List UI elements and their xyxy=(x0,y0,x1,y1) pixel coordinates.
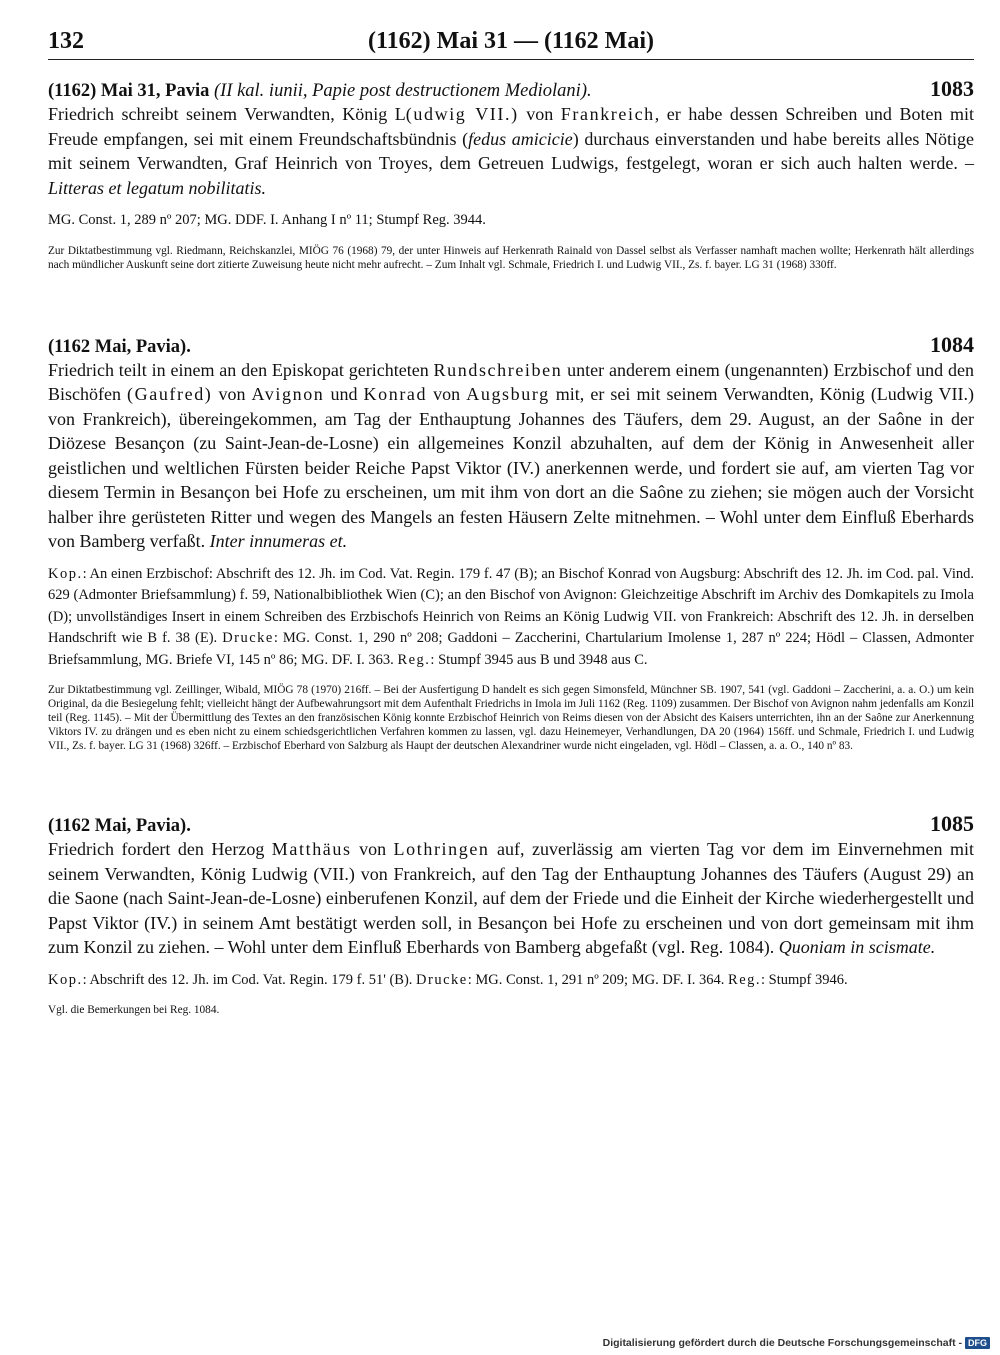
entry-heading xyxy=(48,76,974,102)
running-title: (1162) Mai 31 — (1162 Mai) xyxy=(368,28,654,54)
running-head xyxy=(48,28,974,60)
digitization-credit xyxy=(603,1337,990,1349)
entry-heading xyxy=(48,332,974,358)
entry-number: 1084 xyxy=(930,331,974,357)
regest-text: Friedrich fordert den Herzog Matthäus von Lothringen auf, zuverlässig am vierten Tag vor dem im Einvernehmen mit seinem Verwandten, König Ludwig (VII.) von Frankreich, auf den Tag der Enthauptung Johannes des Täufers (August 29) an die Saone (nach Saint-Jean-de-Losne) einberufenen Konzil, auf dem der Friede und die Einheit der Kirche wiederhergestellt und Papst Viktor (IV.) in seinem Amt bestätigt werden soll, in Besançon bei Hofe zu erscheinen und von dort gemeinsam mit ihm zum Konzil zu ziehen. – Wohl unter dem Einfluß Eberhards von Bamberg abgefaßt (vgl. Reg. 1084). Quoniam in scismate. xyxy=(48,839,975,957)
page xyxy=(48,28,974,1017)
entry-date: (1162 Mai, Pavia). xyxy=(48,816,191,836)
regest-text: Friedrich schreibt seinem Verwandten, König L(udwig VII.) von Frankreich, er habe dessen Schreiben und Boten mit Freude empfangen, sei mit einem Freundschaftsbündnis (fedus amicicie) durchaus einverstanden und habe bereits alles Nötige mit seinem Verwandten, Graf Heinrich von Troyes, dem Getreuen Ludwigs, festgelegt, woran er sich auch halten werde. – Litteras et legatum nobilitatis. xyxy=(48,104,974,198)
entry-date: (1162 Mai, Pavia). xyxy=(48,336,191,357)
notes: Zur Diktatbestimmung vgl. Riedmann, Reichskanzlei, MIÖG 76 (1968) 79, der unter Hinweis auf Herkenrath Rainald von Dassel selbst als Verfasser namhaft machen wollte; Herkenrath hält allerdings nach mündlicher Auskunft seine dort zitierte Zuweisung heute nicht mehr aufrecht. – Zum Inhalt vgl. Schmale, Friedrich I. und Ludwig VII., Zs. f. bayer. LG 31 (1968) 330ff. xyxy=(48,244,974,271)
regest-entry-1083 xyxy=(48,76,974,272)
entry-heading xyxy=(48,811,974,837)
entry-number: 1083 xyxy=(930,76,974,101)
credit-text: Digitalisierung gefördert durch die Deutsche Forschungsgemeinschaft - xyxy=(602,1337,962,1349)
dfg-logo: DFG xyxy=(965,1337,990,1349)
entry-date-note: (II kal. iunii, Papie post destructionem Mediolani). xyxy=(213,81,592,101)
regest-entry-1085 xyxy=(48,811,974,1017)
notes: Vgl. die Bemerkungen bei Reg. 1084. xyxy=(48,1004,220,1016)
sources: Kop.: Abschrift des 12. Jh. im Cod. Vat. Regin. 179 f. 51' (B). Drucke: MG. Const. 1, 291 nº 209; MG. DF. I. 364. Reg.: Stumpf 3946. xyxy=(48,971,848,988)
entry-number: 1085 xyxy=(930,811,974,836)
sources: Kop.: An einen Erzbischof: Abschrift des 12. Jh. im Cod. Vat. Regin. 179 f. 47 (B); an Bischof Konrad von Augsburg: Abschrift des 12. Jh. im Cod. pal. Vind. 629 (Admonter Briefsammlung) f. 59, Nationalbibliothek Wien (C); an den Bischof von Avignon: Gleichzeitige Abschrift im Archiv des Domkapitels zu Imola (D); unvollständiges Insert in einem Schreiben des Erzbischofs Heinrich von Reims an König Ludwig VII. von Frankreich: Abschrift des 12. Jh. in derselben Handschrift wie B f. 38 (E). Drucke: MG. Const. 1, 290 nº 208; Gaddoni – Zaccherini, Chartularium Imolense 1, 287 nº 224; Hödl – Classen, Admonter Briefsammlung, MG. Briefe VI, 145 nº 86; MG. DF. I. 363. Reg.: Stumpf 3945 aus B und 3948 aus C. xyxy=(48,565,974,668)
page-number: 132 xyxy=(48,28,84,54)
sources: MG. Const. 1, 289 nº 207; MG. DDF. I. Anhang I nº 11; Stumpf Reg. 3944. xyxy=(48,212,486,228)
regest-text: Friedrich teilt in einem an den Episkopat gerichteten Rundschreiben unter anderem einem (ungenannten) Erzbischof und den Bischöfen (Gaufred) von Avignon und Konrad von Augsburg mit, er sei mit seinem Verwandten, König (Ludwig VII.) von Frankreich), übereingekommen, am Tag der Enthauptung Johannes des Täufers, dem 29. August, an der Saône in der Diözese Besançon (zu Saint-Jean-de-Losne) ein allgemeines Konzil abzuhalten, auf dem der König in Anwesenheit aller geistlichen und weltlichen Fürsten beider Reiche Papst Viktor (IV.) anerkennen werde, und fordert sie auf, am vierten Tag vor diesem Termin in Besançon bei Hofe zu erscheinen, um mit ihm von dort an die Saône zu ziehen; sie mögen auch der Vorsicht halber ihre gerüsteten Ritter und wegen des Mangels an festen Häusern Zelte mitnehmen. – Wohl unter dem Einfluß Eberhards von Bamberg verfaßt. Inter innumeras et. xyxy=(48,359,975,551)
entry-date: (1162) Mai 31, Pavia (II kal. iunii, Papie post destructionem Mediolani). xyxy=(48,81,592,101)
notes: Zur Diktatbestimmung vgl. Zeillinger, Wibald, MIÖG 78 (1970) 216ff. – Bei der Ausfertigung D handelt es sich gegen Simonsfeld, Münchner SB. 1907, 541 (vgl. Gaddoni – Zaccherini, a. a. O.) um kein Original, da die Besiegelung fehlt; vielleicht hängt der Aufbewahrungsort mit dem Aufenthalt Friedrichs in Imola im Juli 1162 (Reg. 1109) zusammen. Der Bischof von Avignon nahm jedenfalls am Konzil teil (Reg. 1145). – Mit der Übermittlung des Textes an den französischen König konnte Erzbischof Heinrich von Reims diesen von der Absicht des Kaisers unterrichten, ihn an der Saône zur Anerkennung Viktors IV. zu drängen und es eben nicht zu einem schiedsgerichtlichen Verfahren kommen zu lassen, vgl. dazu Heinemeyer, Verhandlungen, DA 20 (1964) 156ff. und Schmale, Friedrich I. und Ludwig VII., Zs. f. bayer. LG 31 (1968) 326ff. – Erzbischof Eberhard von Salzburg als Haupt der deutschen Alexandriner wurde nicht eingeladen, vgl. Hödl – Classen, a. a. O., 140 nº 83. xyxy=(48,684,974,752)
regest-entry-1084 xyxy=(48,332,974,754)
